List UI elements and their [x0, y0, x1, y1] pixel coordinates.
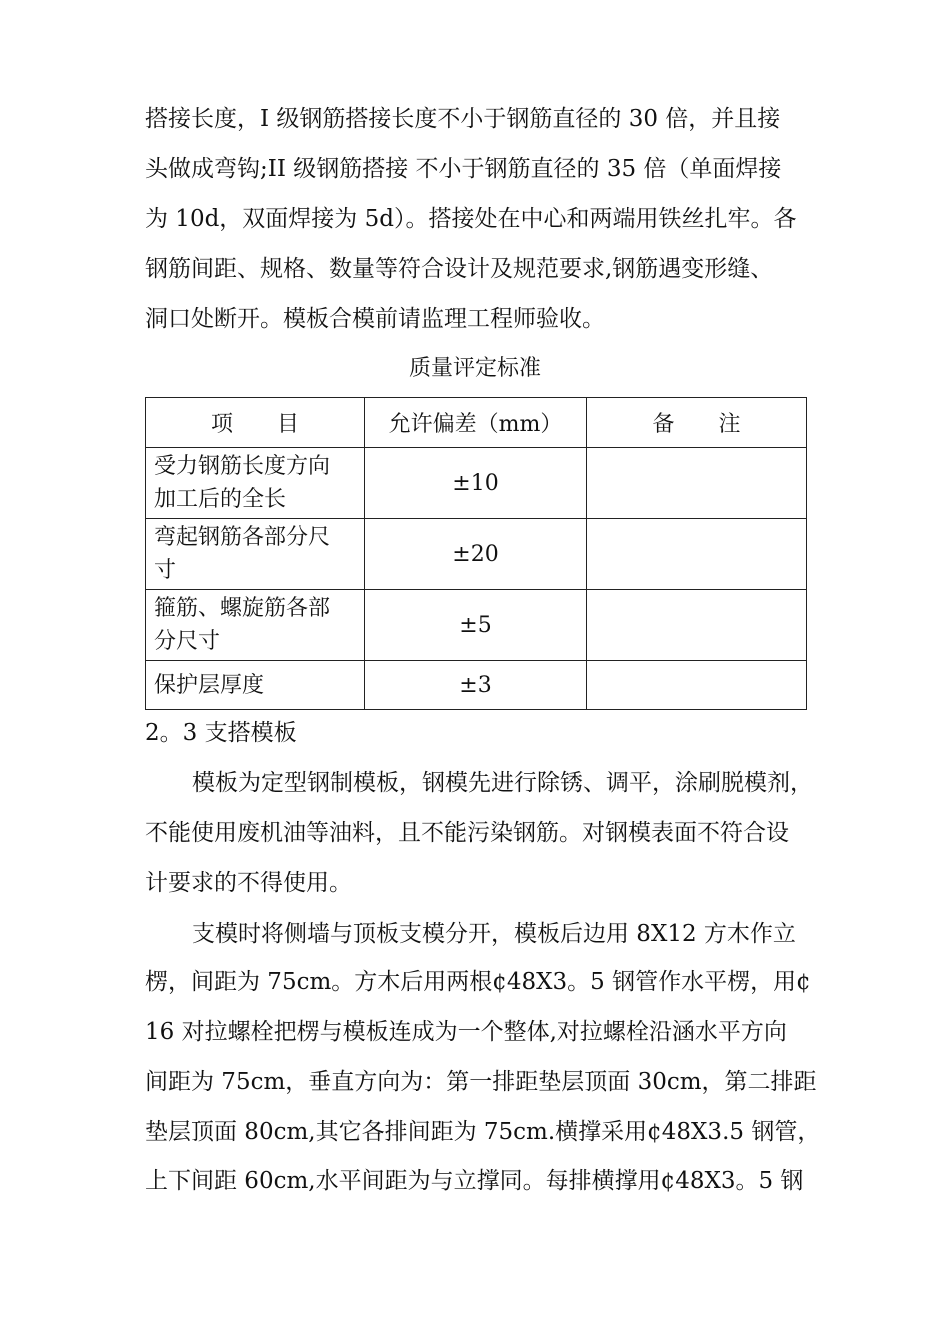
item-cell: [146, 661, 365, 710]
item-line: 保护层厚度: [154, 672, 265, 698]
text-line: 上下间距 60cm,水平间距为与立撑同。每排横撑用¢48X3。5 钢: [145, 1168, 804, 1194]
text-line: 为 10d，双面焊接为 5d）。搭接处在中心和两端用铁丝扎牢。各: [145, 206, 797, 232]
text-line: 模板为定型钢制模板，钢模先进行除锈、调平，涂刷脱模剂，: [192, 770, 813, 796]
text-line: 计要求的不得使用。: [145, 870, 352, 896]
table-row: [146, 590, 807, 661]
text-line: 不能使用废机油等油料，且不能污染钢筋。对钢模表面不符合设: [145, 820, 789, 846]
text-line: 支模时将侧墙与顶板支模分开，模板后边用 8X12 方木作立: [192, 921, 796, 947]
text-line: 垫层顶面 80cm,其它各排间距为 75cm.横撑采用¢48X3.5 钢管，: [145, 1119, 821, 1145]
item-line: 箍筋、螺旋筋各部: [154, 596, 331, 621]
item-cell: [146, 448, 365, 519]
table-row: [146, 661, 807, 710]
tolerance-cell: ±10: [365, 448, 587, 519]
item-line: 寸: [154, 558, 177, 583]
tolerance-cell: ±3: [365, 661, 587, 710]
table-header-row: [146, 398, 807, 448]
item-cell: [146, 590, 365, 661]
quality-standard-table: [145, 397, 807, 710]
table-caption: 质量评定标准: [408, 356, 541, 381]
text-line: 搭接长度，I 级钢筋搭接长度不小于钢筋直径的 30 倍，并且接: [145, 106, 781, 132]
table-row: [146, 519, 807, 590]
header-tolerance: 允许偏差（mm）: [365, 398, 587, 448]
text-line: 头做成弯钩;II 级钢筋搭接 不小于钢筋直径的 35 倍（单面焊接: [145, 156, 782, 182]
note-cell: [587, 519, 807, 590]
text-line: 钢筋间距、规格、数量等符合设计及规范要求,钢筋遇变形缝、: [145, 256, 774, 282]
header-note: 备 注: [587, 398, 807, 448]
section-heading: 2。3 支搭模板: [145, 720, 297, 746]
item-line: 受力钢筋长度方向: [154, 454, 331, 479]
note-cell: [587, 661, 807, 710]
item-line: 弯起钢筋各部分尺: [154, 525, 331, 550]
tolerance-cell: ±20: [365, 519, 587, 590]
text-line: 16 对拉螺栓把楞与模板连成为一个整体,对拉螺栓沿涵水平方向: [145, 1019, 787, 1045]
item-line: 分尺寸: [154, 629, 221, 654]
note-cell: [587, 448, 807, 519]
tolerance-cell: ±5: [365, 590, 587, 661]
item-line: 加工后的全长: [154, 487, 287, 512]
note-cell: [587, 590, 807, 661]
text-line: 间距为 75cm，垂直方向为：第一排距垫层顶面 30cm，第二排距: [145, 1069, 817, 1095]
text-line: 楞，间距为 75cm。方木后用两根¢48X3。5 钢管作水平楞，用¢: [145, 969, 811, 995]
table-row: [146, 448, 807, 519]
header-item: 项 目: [146, 398, 365, 448]
text-line: 洞口处断开。模板合模前请监理工程师验收。: [145, 306, 605, 332]
item-cell: [146, 519, 365, 590]
